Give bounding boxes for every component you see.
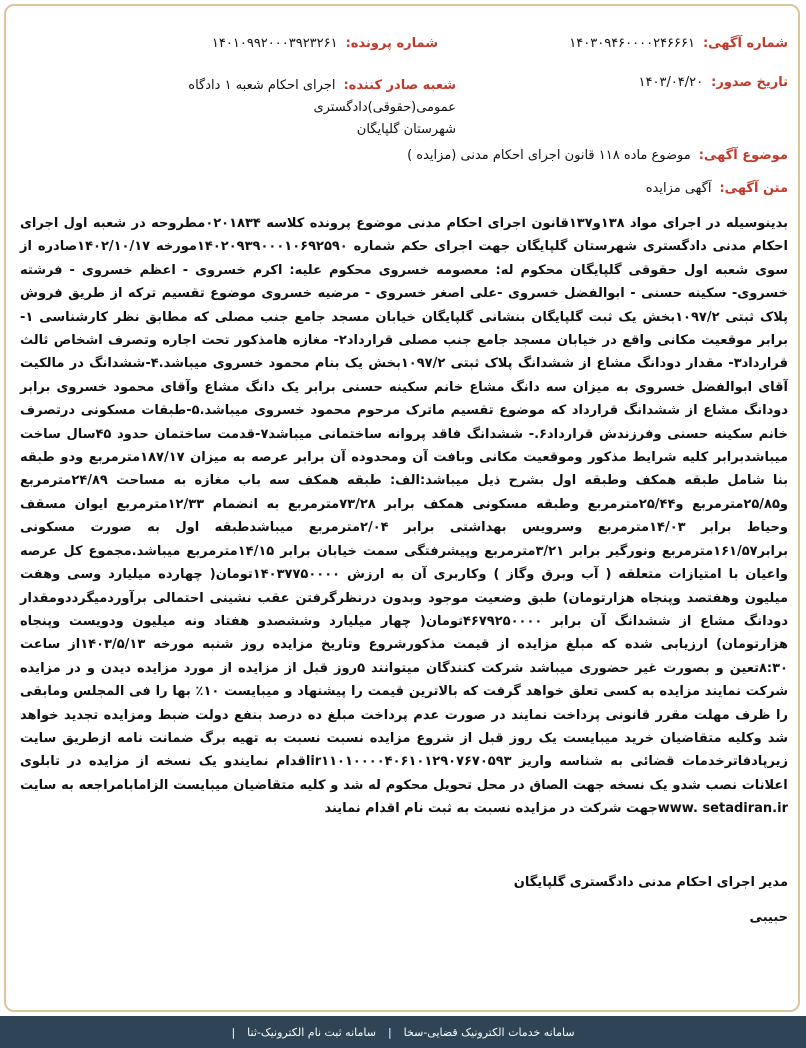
notice-body-main: بدینوسیله در اجرای مواد ۱۳۸و۱۳۷قانون اجرای احکام مدنی موضوع پرونده کلاسه ۰۲۰۱۸۳۴مطروحه در شعبه اول اجرای احکام مدنی دادگستری شهرستان گلپایگان جهت اجرای حکم شماره ۱۴۰۲۰۹۳۹۰۰۰۱۰۶۹۲۵۹۰مورخه ۱۴۰۲/۱۰/۱۷صادره از سوی شعبه اول حقوقی گلپایگان محکوم له: معصومه خسروی محکوم علیه: اکرم خسروی - اعظم خسروی - فرشته خسروی- سکینه حسنی - ابوالفضل خسروی -علی اصغر خسروی - مرضیه خسروی موضوع تقسیم ترکه از طریق فروش پلاک ثبتی ۱۰۹۷/۲بخش یک ثبت گلپایگان بنشانی گلپایگان خیابان مسجد جامع جنب مصلی که مطابق نظر کارشناسی ۱-برابر موقعیت مکانی واقع در خیابان مسجد جامع جنب مصلی قرارداد۲- مغازه هامذکور تحت اجاره وتصرف اشخاص ثالث قرارداد۳- مقدار دودانگ مشاع از ششدانگ پلاک ثبتی ۱۰۹۷/۲بخش یک بنام محمود خسروی میباشد.۴-ششدانگ در مالکیت آقای ابوالفضل خسروی به میزان سه دانگ مشاع خانم سکینه حسنی برابر یک دانگ مشاع وآقای محمود خسروی برابر دودانگ مشاع از ششدانگ قرارداد که موضوع تقسیم ماترک مرحوم محمود خسروی میباشد.۵-طبقات مسکونی درتصرف خانم سکینه حسنی وفرزندش قرارداد۶.- ششدانگ فاقد پروانه ساختمانی میباشد۷-قدمت ساختمان حدود ۴۵سال ساخت میباشدبرابر کلیه شرایط مذکور وموقعیت مکانی وبافت آن ومحدوده آن برابر عرصه به میزان ۱۸۷/۱۷مترمربع ودو طبقه بنا شامل طبقه همکف وطبقه اول بشرح ذیل میباشد:الف: طبقه همکف سه باب مغازه به مساحت ۲۴/۸۹مترمربع و۲۵/۸۵مترمربع و۲۵/۴۴مترمربع وطبقه مسکونی همکف برابر ۷۳/۲۸مترمربع به انضمام ۱۲/۳۳مترمربع ایوان مسقف وحیاط برابر ۱۴/۰۳مترمربع وسرویس بهداشتی برابر ۲/۰۴مترمربع میباشدطبقه اول به صورت مسکونی برابر۱۶۱/۵۷مترمربع ونورگیر برابر ۳/۲۱مترمربع وپیشرفتگی سمت خیابان برابر ۱۴/۱۵مترمربع میباشد.مجموع کل عرصه واعیان با امتیازات متعلقه ( آب وبرق وگاز ) وکاربری آن به ارزش ۱۴۰۳۷۷۵۰۰۰۰تومان( چهارده میلیارد وسی وهفت میلیون وهفتصد وپنجاه هزارتومان) طبق وضعیت موجود وبدون درنظرگرفتن عقب نشینی احتمالی برآوردمیگرددومقدار دودانگ مشاع از ششدانگ آن برابر ۴۶۷۹۲۵۰۰۰۰تومان( چهار میلیارد وششصدو هفتاد ونه میلیون ودویست وپنجاه هزارتومان) ارزیابی شده که مبلغ مزایده از قیمت مذکورشروع وتاریخ مزایده روز شنبه مورخه ۱۴۰۳/۵/۱۳از ساعت ۸:۳۰تعین و بصورت غیر حضوری میباشد شرکت کنندگان میتوانند ۵روز قبل از مزایده از مورد مزایده دیدن و در مزایده شرکت نمایند مزایده به کسی تعلق خواهد گرفت که بالاترین قیمت را پیشنهاد و میبایست ۱۰٪ بها را فی المجلس ومابقی را ظرف مهلت مقرر قانونی پرداخت نمایند در صورت عدم پرداخت مبلغ ده درصد بنفع دولت ضبط ومزایده تجدید خواهد شد وکلیه متقاضیان خرید میبایست یک روز قبل از شروع مزایده نسبت نسبت به تهیه برگ ضمانت نامه ازطریق سایت زیرپادفاترخدمات قضائی به شناسه واریز [20, 216, 789, 770]
notice-text-title: آگهی مزایده [645, 181, 712, 196]
footer-link-sana[interactable]: سامانه ثبت نام الکترونیک-ثنا [247, 1025, 376, 1039]
notice-number [569, 36, 788, 51]
notice-subject-value: موضوع ماده ۱۱۸ قانون اجرای احکام مدنی (مزایده ) [407, 148, 691, 163]
notice-subject-label: موضوع آگهی: [698, 148, 788, 163]
case-number-value: ۱۴۰۱۰۹۹۲۰۰۰۳۹۲۳۲۶۱ [211, 36, 338, 51]
notice-subject [407, 148, 788, 163]
issuing-branch [96, 75, 456, 141]
case-number-label: شماره پرونده: [345, 36, 438, 51]
case-number [212, 36, 438, 51]
issue-date [639, 75, 788, 90]
footer-separator-end: | [231, 1025, 236, 1039]
footer-separator: | [387, 1025, 392, 1039]
footer-link-sakha[interactable]: سامانه خدمات الکترونیک قضایی-سخا [403, 1025, 575, 1039]
footer-bar [0, 1016, 806, 1048]
issuing-branch-label: شعبه صادر کننده: [343, 78, 456, 93]
issuing-branch-line1: اجرای احکام شعبه ۱ دادگاه عمومی(حقوقی)دادگستری [188, 78, 456, 115]
notice-number-value: ۱۴۰۳۰۹۴۶۰۰۰۰۲۴۶۶۶۱ [569, 36, 695, 51]
iban-value: ir۱۱۰۱۰۰۰۰۴۰۶۱۰۱۲۹۰۷۶۷۰۵۹۳ [310, 754, 512, 770]
notice-body-end: جهت شرکت در مزایده نسبت به ثبت نام اقدام نمایند [324, 801, 658, 817]
issue-date-label: تاریخ صدور: [711, 75, 788, 90]
notice-number-label: شماره آگهی: [702, 36, 788, 51]
website-prefix: www. [657, 801, 698, 817]
issuing-branch-line2: شهرستان گلپایگان [356, 122, 456, 137]
notice-body-continued: اقدام نمایندو یک نسخه از مزایده در تابلوی اعلانات نصب شدو یک نسخه جهت الصاق در محل تحویل محکوم له شد و کلیه متقاضیان میبایست الزامابامراجعه به سایت [20, 754, 788, 793]
issue-date-value: ۱۴۰۳/۰۴/۲۰ [638, 75, 704, 90]
signature-title: مدیر اجرای احکام مدنی دادگستری گلپایگان [513, 875, 788, 890]
website-domain: setadiran.ir [702, 801, 788, 817]
notice-text-heading [646, 181, 788, 196]
notice-body [20, 212, 788, 821]
signature-name: حبیبی [749, 910, 788, 925]
notice-text-label: متن آگهی: [719, 181, 788, 196]
